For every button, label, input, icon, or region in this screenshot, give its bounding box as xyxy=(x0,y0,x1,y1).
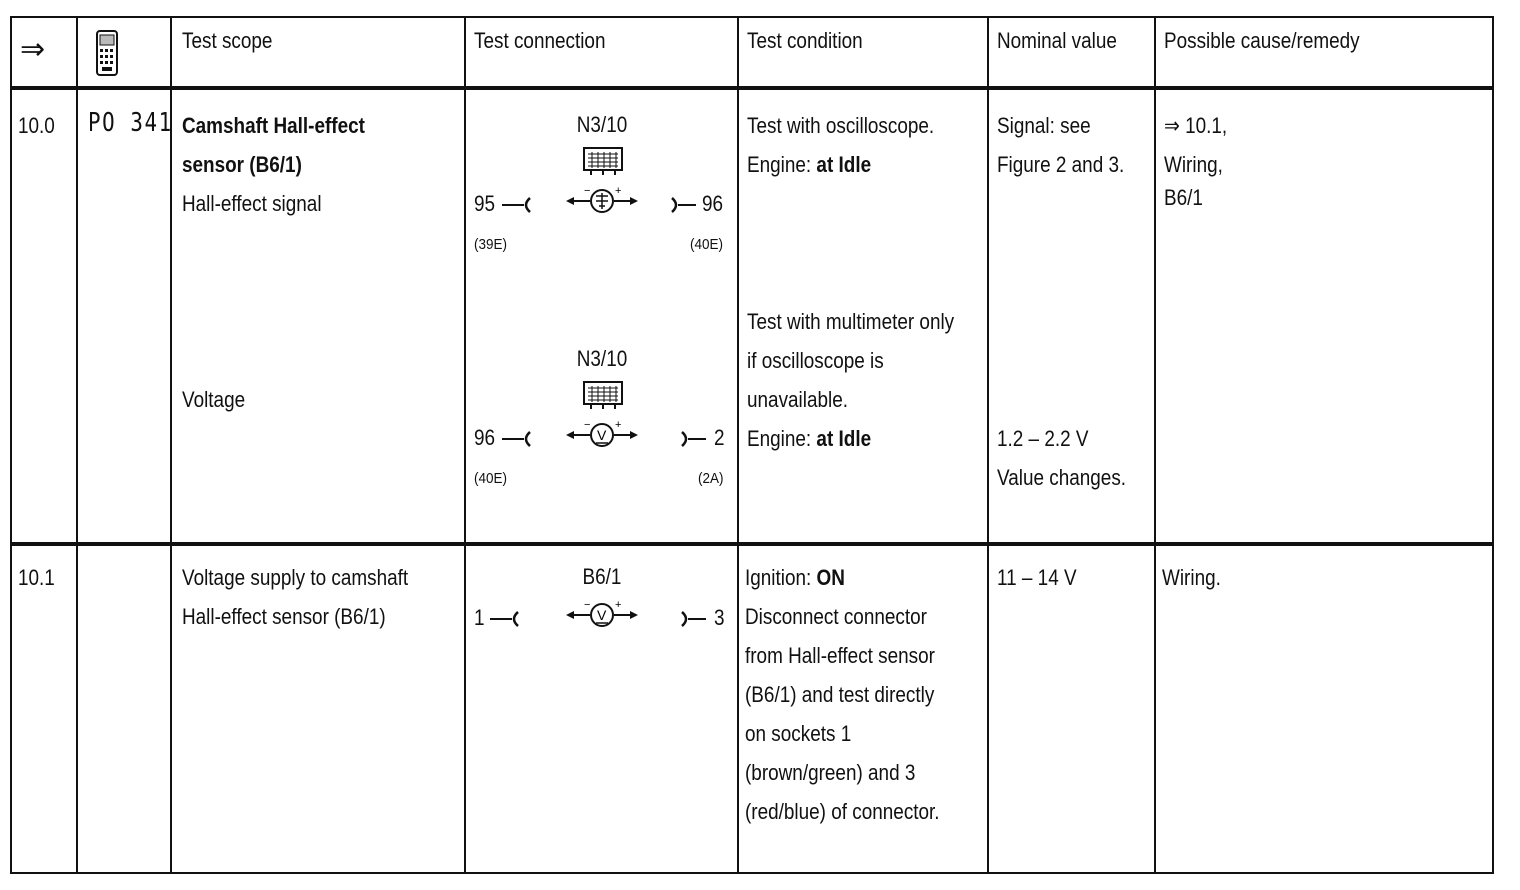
condition-text: from Hall-effect sensor xyxy=(745,643,935,668)
connector-left-icon xyxy=(500,196,534,219)
scope-text: Hall-effect sensor (B6/1) xyxy=(182,604,386,629)
right-pin: 96 xyxy=(702,191,724,216)
right-pin-sub: (40E) xyxy=(690,236,724,253)
tester-device-icon xyxy=(96,30,118,76)
cause-text: Wiring. xyxy=(1162,565,1221,590)
scope-title: sensor (B6/1) xyxy=(182,152,302,177)
header-test-scope: Test scope xyxy=(182,28,273,53)
component-label: N3/10 xyxy=(576,346,628,371)
header-test-condition: Test condition xyxy=(747,28,863,53)
svg-text:V: V xyxy=(597,607,607,623)
condition-text: Test with oscilloscope. xyxy=(747,113,935,138)
left-pin: 1 xyxy=(474,605,485,630)
svg-text:−: − xyxy=(584,599,591,611)
condition-text: Test with multimeter only xyxy=(747,309,955,334)
header-divider xyxy=(12,86,1492,90)
condition-text: if oscilloscope is xyxy=(747,348,884,373)
svg-text:+: + xyxy=(615,599,622,611)
right-pin: 3 xyxy=(714,605,725,630)
connector-left-icon xyxy=(500,430,534,453)
condition-text: on sockets 1 xyxy=(745,721,852,746)
step-number: 10.0 xyxy=(18,113,55,138)
header-possible-cause: Possible cause/remedy xyxy=(1164,28,1360,53)
column-divider xyxy=(170,18,172,872)
column-divider xyxy=(464,18,466,872)
condition-text: (red/blue) of connector. xyxy=(745,799,940,824)
connector-right-icon xyxy=(678,430,708,453)
svg-text:+: + xyxy=(615,419,622,431)
svg-text:−: − xyxy=(584,419,591,431)
voltmeter-icon xyxy=(564,418,640,457)
scope-text: Voltage supply to camshaft xyxy=(182,565,409,590)
left-pin: 95 xyxy=(474,191,496,216)
connector-left-icon xyxy=(488,610,522,633)
condition-engine: Engine: at Idle xyxy=(747,152,872,177)
condition-text: unavailable. xyxy=(747,387,848,412)
header-test-connection: Test connection xyxy=(474,28,606,53)
right-pin: 2 xyxy=(714,425,725,450)
svg-text:+: + xyxy=(615,185,622,197)
control-unit-icon xyxy=(583,380,623,415)
condition-text: Disconnect connector xyxy=(745,604,927,629)
component-label: N3/10 xyxy=(576,112,628,137)
nominal-text: 1.2 – 2.2 V xyxy=(997,426,1089,451)
fault-code: PO 341 xyxy=(88,108,173,138)
cause-text: Wiring, xyxy=(1164,152,1223,177)
left-pin-sub: (40E) xyxy=(474,470,508,487)
scope-signal: Hall-effect signal xyxy=(182,191,322,216)
right-pin-sub: (2A) xyxy=(698,470,724,487)
control-unit-icon xyxy=(583,146,623,181)
cause-text: B6/1 xyxy=(1164,185,1203,210)
voltmeter-icon xyxy=(564,598,640,637)
column-divider xyxy=(987,18,989,872)
connector-right-icon xyxy=(678,610,708,633)
nominal-text: 11 – 14 V xyxy=(997,565,1077,590)
header-nominal-value: Nominal value xyxy=(997,28,1117,53)
nominal-text: Figure 2 and 3. xyxy=(997,152,1125,177)
arrow-icon: ⇒ xyxy=(20,33,46,66)
oscilloscope-icon xyxy=(564,184,640,223)
connector-right-icon xyxy=(668,196,698,219)
nominal-text: Signal: see xyxy=(997,113,1091,138)
svg-text:V: V xyxy=(597,427,607,443)
left-pin-sub: (39E) xyxy=(474,236,508,253)
diagnostic-table xyxy=(10,16,1494,874)
step-number: 10.1 xyxy=(18,565,55,590)
component-label: B6/1 xyxy=(582,564,622,589)
column-divider xyxy=(737,18,739,872)
condition-ignition: Ignition: ON xyxy=(745,565,845,590)
condition-text: (B6/1) and test directly xyxy=(745,682,935,707)
left-pin: 96 xyxy=(474,425,496,450)
nominal-text: Value changes. xyxy=(997,465,1127,490)
scope-title: Camshaft Hall-effect xyxy=(182,113,365,138)
column-divider xyxy=(1154,18,1156,872)
condition-engine: Engine: at Idle xyxy=(747,426,872,451)
row-divider xyxy=(12,542,1492,546)
scope-voltage: Voltage xyxy=(182,387,246,412)
cause-link[interactable]: ⇒ 10.1, xyxy=(1164,113,1228,138)
condition-text: (brown/green) and 3 xyxy=(745,760,916,785)
column-divider xyxy=(76,18,78,872)
svg-text:−: − xyxy=(584,185,591,197)
